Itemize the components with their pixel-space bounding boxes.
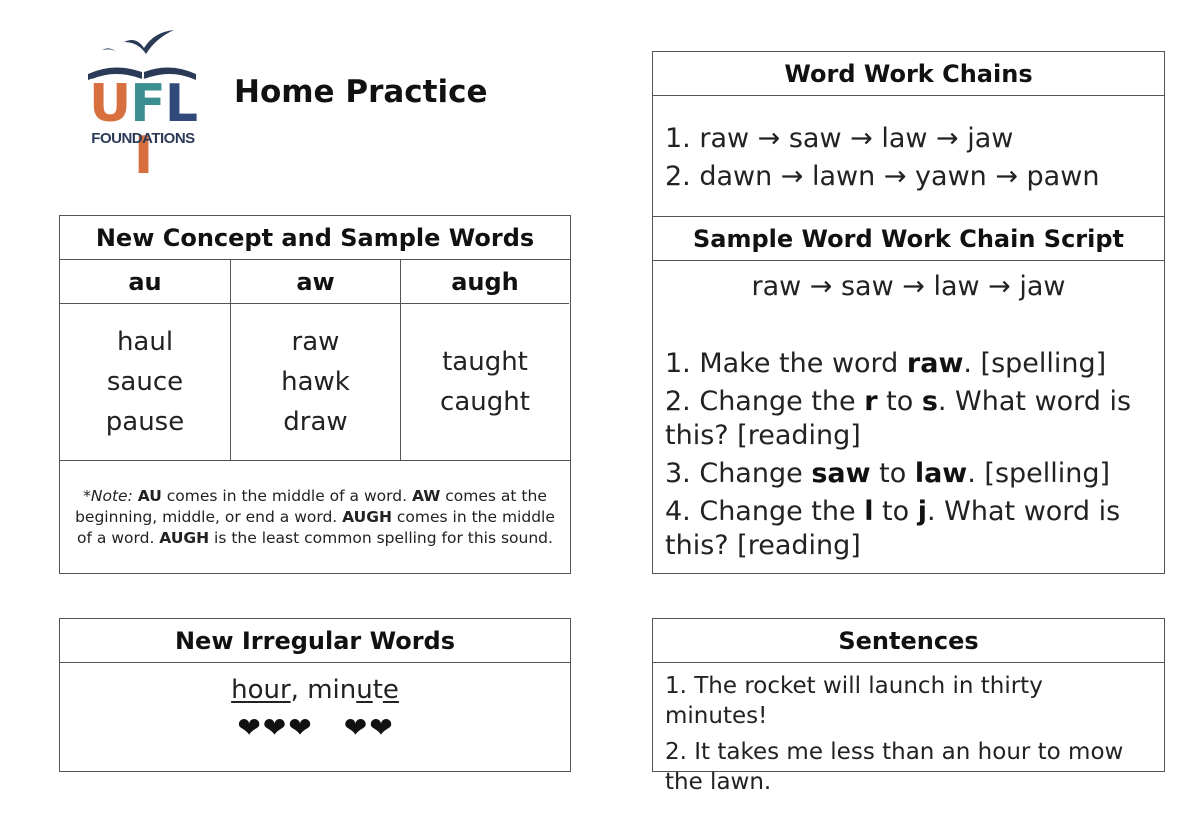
sentences-title: Sentences	[653, 619, 1164, 663]
concept-table	[59, 215, 571, 574]
sample-word: sauce	[106, 367, 184, 397]
irregular-title: New Irregular Words	[60, 619, 570, 663]
word-chains-box	[652, 51, 1165, 217]
logo-letter-i: I	[133, 126, 153, 186]
chain-list	[665, 120, 1099, 196]
chains-title: Word Work Chains	[653, 52, 1164, 96]
heart-icon-group-minute	[343, 711, 394, 744]
irregular-word-hour: hour	[231, 675, 291, 705]
sample-word: taught	[442, 347, 528, 377]
word-list-aw	[231, 304, 400, 460]
column-heading-au: au	[60, 260, 230, 304]
concept-grid	[60, 260, 570, 460]
sentence-item: 1. The rocket will launch in thirty minutes!	[665, 673, 1043, 729]
script-steps	[665, 347, 1134, 567]
sample-word: hawk	[281, 367, 350, 397]
note-label: *Note:	[83, 486, 133, 505]
logo-letter-l: L	[164, 74, 197, 134]
sample-word: pause	[105, 407, 185, 437]
concept-column	[60, 260, 230, 460]
irregular-word-minute: minute	[307, 675, 399, 705]
sample-word: haul	[116, 327, 174, 357]
heart-icon: ❤	[343, 711, 368, 744]
word-list-au	[60, 304, 230, 460]
sample-word: draw	[283, 407, 348, 437]
concept-column	[230, 260, 400, 460]
heart-icon: ❤	[369, 711, 393, 744]
sample-word: raw	[291, 327, 340, 357]
script-chain: raw → saw → law → jaw	[751, 271, 1066, 302]
heart-markers	[60, 711, 570, 744]
logo-letter-u: U	[89, 74, 131, 134]
script-step: 2. Change the r to s. What word is this? [reading]	[665, 386, 1132, 451]
script-step: 4. Change the l to j. What word is this? [reading]	[665, 496, 1121, 561]
heart-icon: ❤	[288, 711, 312, 744]
heart-icon-group-hour	[236, 711, 312, 744]
heart-icon: ❤	[237, 711, 261, 744]
column-heading-aw: aw	[231, 260, 400, 304]
concept-note	[60, 460, 570, 573]
sample-word: caught	[440, 387, 530, 417]
ufli-logo	[84, 28, 202, 186]
heart-icon: ❤	[262, 711, 287, 744]
chain-item: 2. dawn → lawn → yawn → pawn	[665, 161, 1100, 192]
concept-title: New Concept and Sample Words	[60, 216, 570, 260]
sentences-box	[652, 618, 1165, 795]
sentence-list	[665, 671, 1134, 803]
irregular-words-box	[59, 618, 571, 772]
concept-column	[400, 260, 569, 460]
note-text: AU comes in the middle of a word. AW comes at the beginning, middle, or end a word. AUGH comes in the middle of a word. AUGH is the least common spelling for this sound.	[75, 486, 555, 547]
word-list-augh	[401, 304, 569, 460]
logo-letter-f: F	[130, 74, 165, 134]
irregular-words: hour, minute	[231, 675, 399, 705]
page-title: Home Practice	[234, 74, 488, 110]
chain-item: 1. raw → saw → law → jaw	[665, 123, 1014, 154]
script-step: 3. Change saw to law. [spelling]	[665, 458, 1111, 489]
sentence-item: 2. It takes me less than an hour to mow the lawn.	[665, 739, 1124, 795]
script-title: Sample Word Work Chain Script	[653, 217, 1164, 261]
column-heading-augh: augh	[401, 260, 569, 304]
chain-script-box	[652, 216, 1165, 574]
logo-subtitle: FOUNDATIONS	[91, 130, 195, 147]
script-step: 1. Make the word raw. [spelling]	[665, 348, 1107, 379]
